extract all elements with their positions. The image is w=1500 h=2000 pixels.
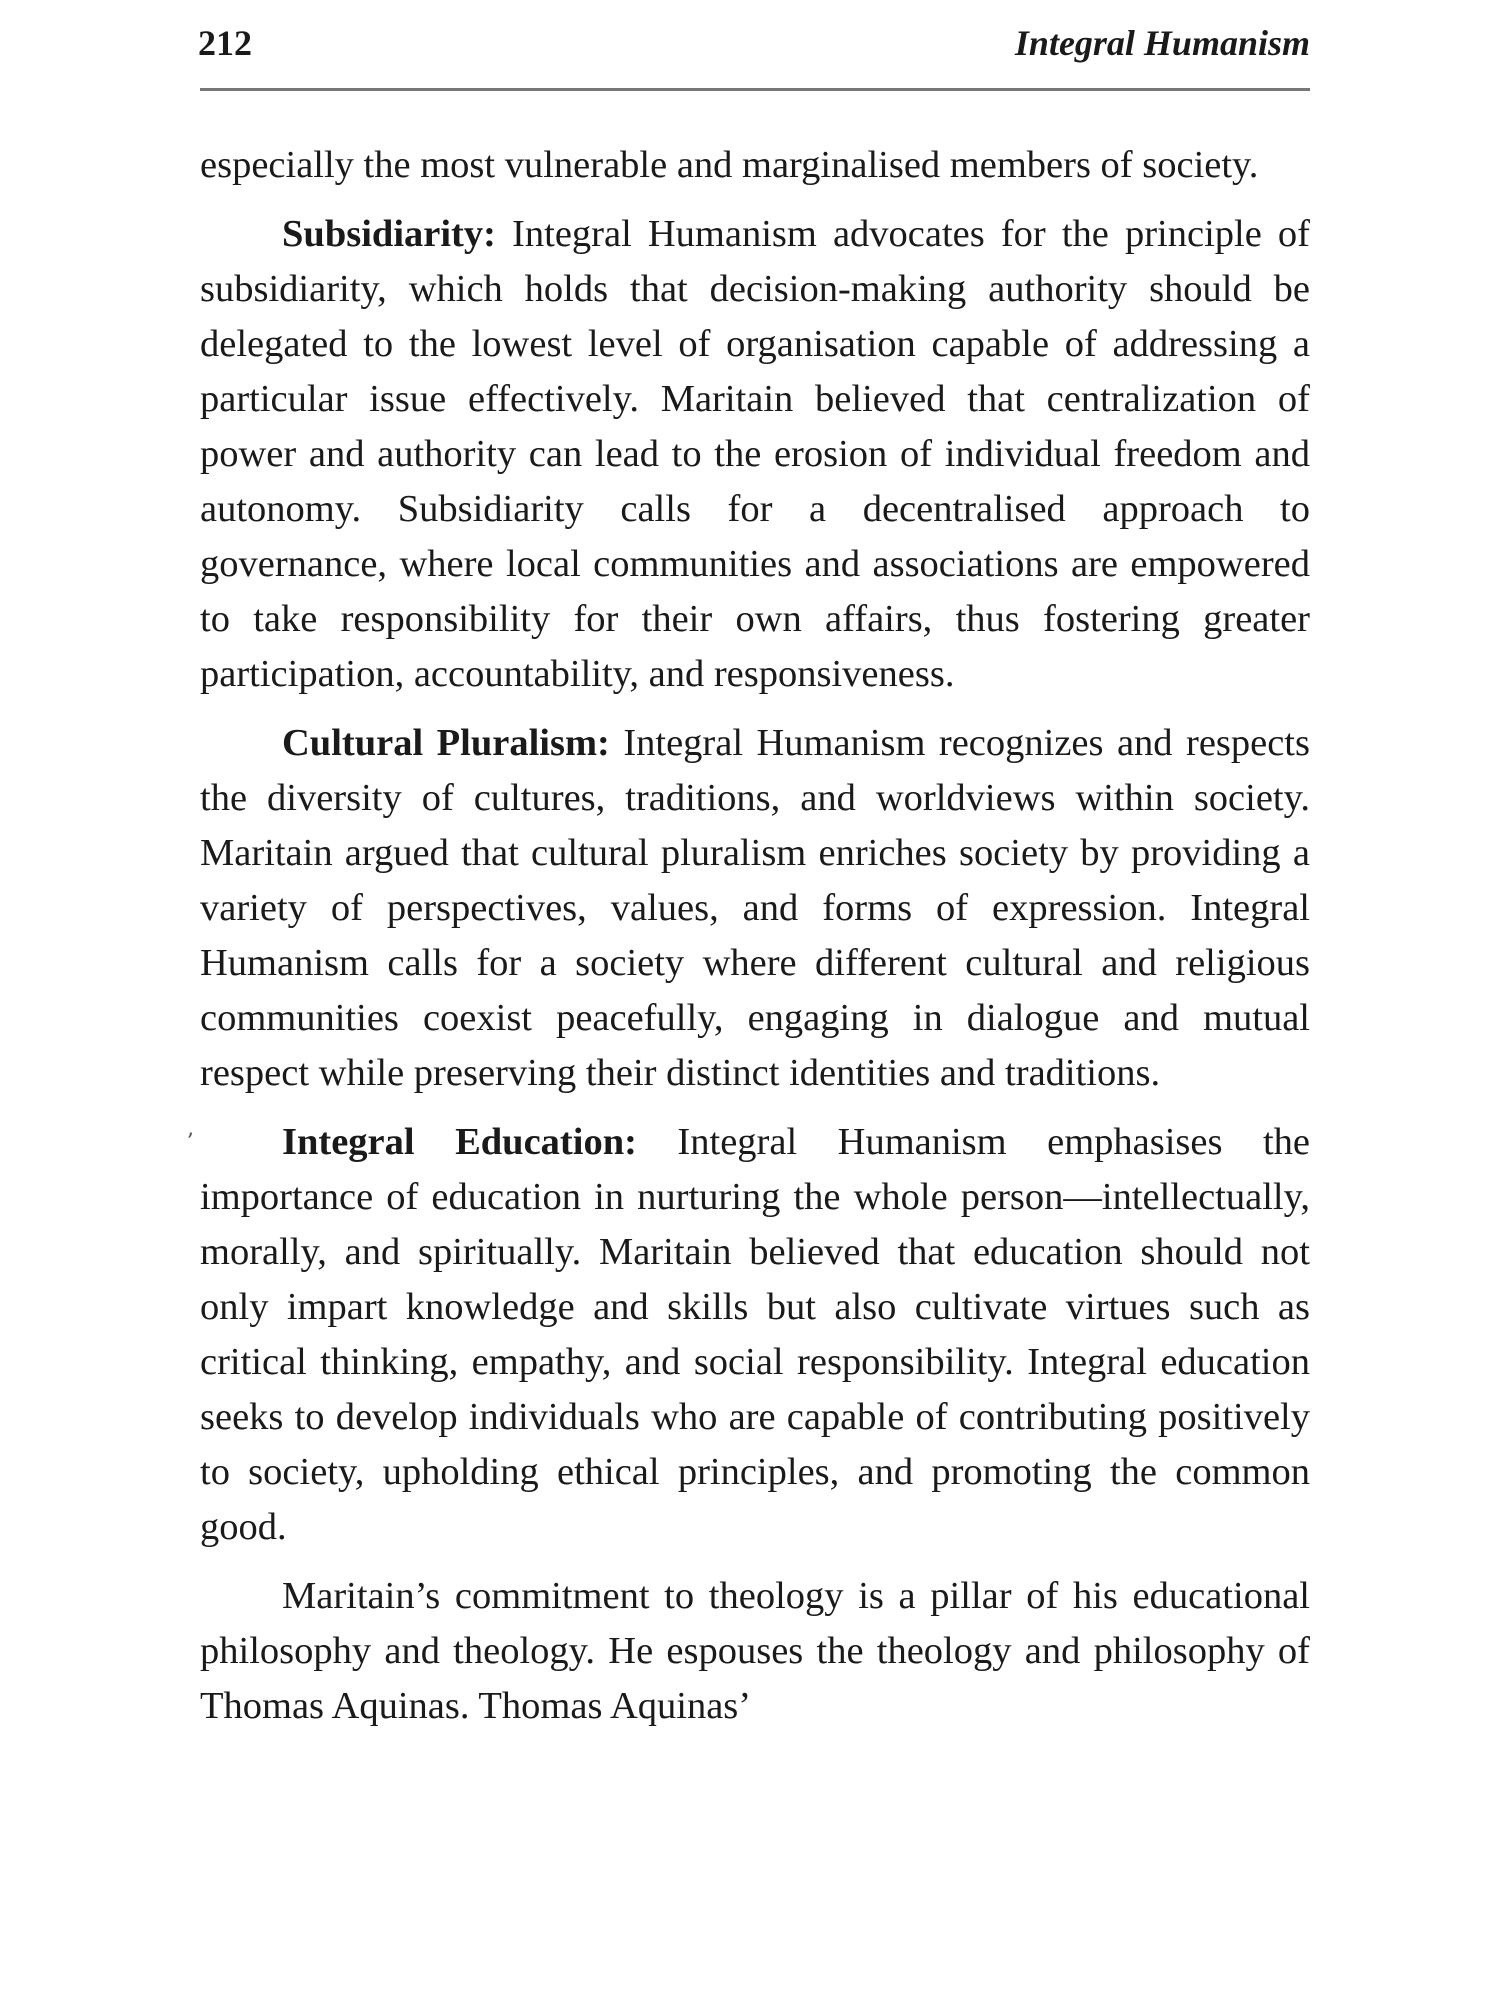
body-text [200, 138, 1310, 1734]
running-header [200, 18, 1310, 78]
page-number: 212 [198, 23, 252, 63]
term-cultural-pluralism: Cultural Pluralism: [282, 722, 610, 764]
paragraph-text: Integral Humanism recognizes and respects the diversity of cultures, traditions, and worldviews within society. Maritain argued that cultural pluralism enriches society by providing a variety of perspectives, values, and forms of expression. Integral Humanism calls for a society where different cultural and religious communities coexist peacefully, engaging in dialogue and mutual respect while preserving their distinct identities and traditions. [200, 722, 1310, 1094]
term-subsidiarity: Subsidiarity: [282, 213, 496, 255]
paragraph-text: Integral Humanism advocates for the principle of subsidiarity, which holds that decision-making authority should be delegated to the lowest level of organisation capable of addressing a particular issue effectively. Maritain believed that centralization of power and authority can lead to the erosion of individual freedom and autonomy. Subsidiarity calls for a decentralised approach to governance, where local communities and associations are empowered to take responsibility for their own affairs, thus fostering greater participation, accountability, and responsiveness. [200, 213, 1310, 695]
header-rule [200, 88, 1310, 91]
paragraph-cultural-pluralism [200, 716, 1310, 1101]
paragraph-maritain-theology: Maritain’s commitment to theology is a pillar of his educational philosophy and theology. He espouses the theology and philosophy of Thomas Aquinas. Thomas Aquinas’ [200, 1575, 1310, 1727]
term-integral-education: Integral Education: [282, 1121, 637, 1163]
margin-tick-mark: ʼ [186, 1130, 193, 1155]
paragraph-subsidiarity [200, 207, 1310, 702]
paragraph-continued: especially the most vulnerable and marginalised members of society. [200, 144, 1259, 186]
book-page [186, 0, 1310, 2000]
paragraph-integral-education [200, 1115, 1310, 1555]
running-title: Integral Humanism [1014, 23, 1310, 63]
paragraph-text: Integral Humanism emphasises the importance of education in nurturing the whole person—intellectually, morally, and spiritually. Maritain believed that education should not only impart knowledge and skills but also cultivate virtues such as critical thinking, empathy, and social responsibility. Integral education seeks to develop individuals who are capable of contributing positively to society, upholding ethical principles, and promoting the common good. [200, 1121, 1310, 1548]
